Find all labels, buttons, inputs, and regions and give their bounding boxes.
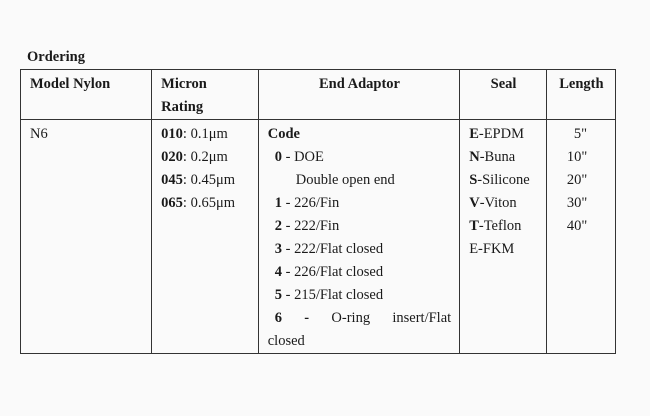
end-adaptor-dash: -	[304, 310, 310, 326]
header-model: Model Nylon	[21, 70, 152, 120]
micron-code: 065	[161, 195, 183, 211]
length-item: 20"	[566, 172, 588, 188]
end-adaptor-item	[268, 169, 451, 192]
seal-text: -Buna	[479, 149, 516, 165]
cell-end-adaptor	[258, 120, 459, 354]
micron-item	[161, 146, 250, 169]
header-seal: Seal	[460, 70, 547, 120]
end-adaptor-code: 6	[274, 310, 282, 326]
end-adaptor-wrap: closed	[267, 333, 305, 349]
micron-item	[161, 123, 250, 146]
end-adaptor-item	[268, 284, 451, 307]
micron-value: : 0.65μm	[182, 195, 236, 211]
seal-text: -Teflon	[478, 218, 522, 234]
seal-item	[469, 169, 538, 192]
end-adaptor-word: insert/Flat	[392, 310, 452, 326]
micron-value: : 0.2μm	[182, 149, 228, 165]
seal-item	[469, 215, 538, 238]
header-micron-line2: Rating	[161, 99, 204, 115]
cell-model	[21, 120, 152, 354]
end-adaptor-text: - 226/Flat closed	[282, 264, 384, 280]
seal-code: T	[469, 218, 479, 234]
end-adaptor-item	[268, 215, 451, 238]
end-adaptor-text: - DOE	[282, 149, 324, 165]
seal-item	[469, 192, 538, 215]
end-adaptor-text: - 222/Flat closed	[282, 241, 384, 257]
header-micron	[152, 70, 259, 120]
end-adaptor-code: 5	[274, 287, 282, 303]
seal-code: E	[469, 126, 479, 142]
header-length: Length	[546, 70, 615, 120]
cell-length	[546, 120, 615, 354]
seal-text: -EPDM	[478, 126, 524, 142]
seal-code: V	[469, 195, 480, 211]
micron-code: 010	[161, 126, 183, 142]
end-adaptor-text: Double open end	[295, 172, 395, 188]
model-value: N6	[30, 126, 48, 142]
seal-item	[469, 123, 538, 146]
header-row	[21, 70, 616, 120]
seal-text: -Silicone	[477, 172, 530, 188]
end-adaptor-code: 0	[274, 149, 282, 165]
end-adaptor-code: 2	[274, 218, 282, 234]
seal-code: N	[469, 149, 480, 165]
ordering-table	[20, 69, 616, 354]
length-item: 5"	[573, 126, 588, 142]
micron-value: : 0.45μm	[182, 172, 236, 188]
micron-item	[161, 169, 250, 192]
length-item: 40"	[566, 218, 588, 234]
micron-item	[161, 192, 250, 215]
end-adaptor-item	[268, 261, 451, 284]
micron-value: : 0.1μm	[182, 126, 228, 142]
end-adaptor-item	[268, 192, 451, 215]
table-caption: Ordering	[27, 49, 85, 65]
micron-code: 020	[161, 149, 183, 165]
cell-seal	[460, 120, 547, 354]
micron-code: 045	[161, 172, 183, 188]
end-adaptor-code: 3	[274, 241, 282, 257]
end-adaptor-text: - 226/Fin	[282, 195, 340, 211]
seal-code: S	[469, 172, 478, 188]
seal-text: -Viton	[479, 195, 517, 211]
seal-item	[469, 146, 538, 169]
length-item: 30"	[566, 195, 588, 211]
end-adaptor-code: 4	[274, 264, 282, 280]
end-adaptor-word: O-ring	[331, 310, 371, 326]
end-adaptor-item	[268, 238, 451, 261]
end-adaptor-text: - 215/Flat closed	[282, 287, 384, 303]
length-item: 10"	[566, 149, 588, 165]
end-adaptor-item	[268, 146, 451, 169]
end-adaptor-code: 1	[274, 195, 282, 211]
seal-text: E-FKM	[469, 241, 515, 257]
end-adaptor-item-6	[268, 307, 451, 330]
table-row	[21, 120, 616, 354]
header-end-adaptor: End Adaptor	[258, 70, 459, 120]
end-adaptor-text: - 222/Fin	[282, 218, 340, 234]
seal-item	[469, 238, 538, 261]
end-adaptor-heading: Code	[267, 126, 300, 142]
header-micron-line1: Micron	[161, 76, 207, 92]
cell-micron	[152, 120, 259, 354]
